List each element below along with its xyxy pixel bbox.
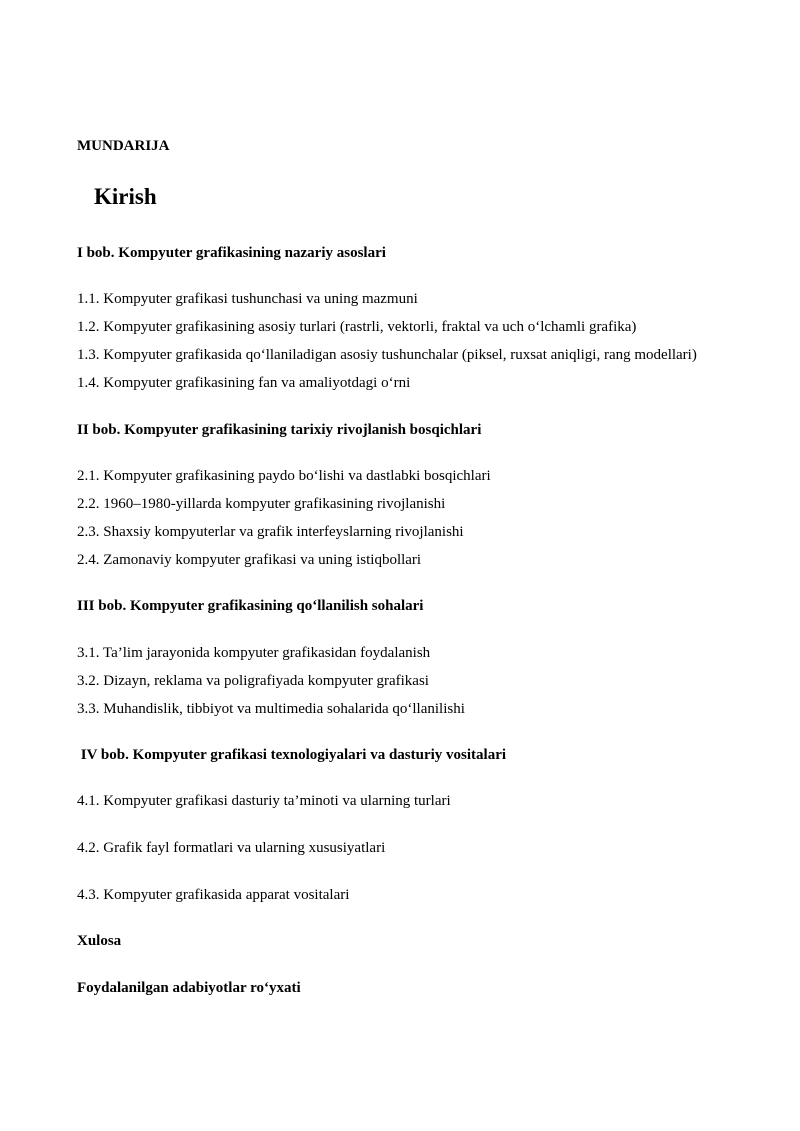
toc-item: 4.1. Kompyuter grafikasi dasturiy ta’minoti va ularning turlari: [77, 793, 451, 809]
chapter-4-heading: IV bob. Kompyuter grafikasi texnologiyalari va dasturiy vositalari: [77, 747, 507, 763]
toc-item: 4.3. Kompyuter grafikasida apparat vositalari: [77, 887, 350, 903]
toc-item: 2.3. Shaxsiy kompyuterlar va grafik interfeyslarning rivojlanishi: [77, 524, 464, 540]
toc-item: 1.1. Kompyuter grafikasi tushunchasi va uning mazmuni: [77, 291, 418, 307]
toc-item: 2.2. 1960–1980-yillarda kompyuter grafikasining rivojlanishi: [77, 496, 446, 512]
toc-item: 2.4. Zamonaviy kompyuter grafikasi va uning istiqbollari: [77, 552, 422, 568]
chapter-2-heading: II bob. Kompyuter grafikasining tarixiy rivojlanish bosqichlari: [77, 422, 482, 438]
toc-intro-entry: Kirish: [94, 184, 157, 209]
toc-conclusion-entry: Xulosa: [77, 933, 122, 949]
toc-title: MUNDARIJA: [77, 138, 170, 154]
toc-references-entry: Foydalanilgan adabiyotlar ro‘yxati: [77, 980, 301, 996]
toc-item: 3.3. Muhandislik, tibbiyot va multimedia sohalarida qo‘llanilishi: [77, 701, 465, 717]
toc-item: 1.4. Kompyuter grafikasining fan va amaliyotdagi o‘rni: [77, 375, 411, 391]
chapter-1-heading: I bob. Kompyuter grafikasining nazariy asoslari: [77, 245, 386, 261]
toc-item: 2.1. Kompyuter grafikasining paydo bo‘lishi va dastlabki bosqichlari: [77, 468, 491, 484]
chapter-3-heading: III bob. Kompyuter grafikasining qo‘llanilish sohalari: [77, 598, 424, 614]
toc-item: 3.2. Dizayn, reklama va poligrafiyada kompyuter grafikasi: [77, 673, 429, 689]
toc-item: 1.3. Kompyuter grafikasida qo‘llaniladigan asosiy tushunchalar (piksel, ruxsat aniqligi, rang modellari): [77, 347, 697, 363]
toc-item: 1.2. Kompyuter grafikasining asosiy turlari (rastrli, vektorli, fraktal va uch o‘lchamli grafika): [77, 319, 637, 335]
toc-item: 4.2. Grafik fayl formatlari va ularning xususiyatlari: [77, 840, 386, 856]
toc-item: 3.1. Ta’lim jarayonida kompyuter grafikasidan foydalanish: [77, 645, 431, 661]
